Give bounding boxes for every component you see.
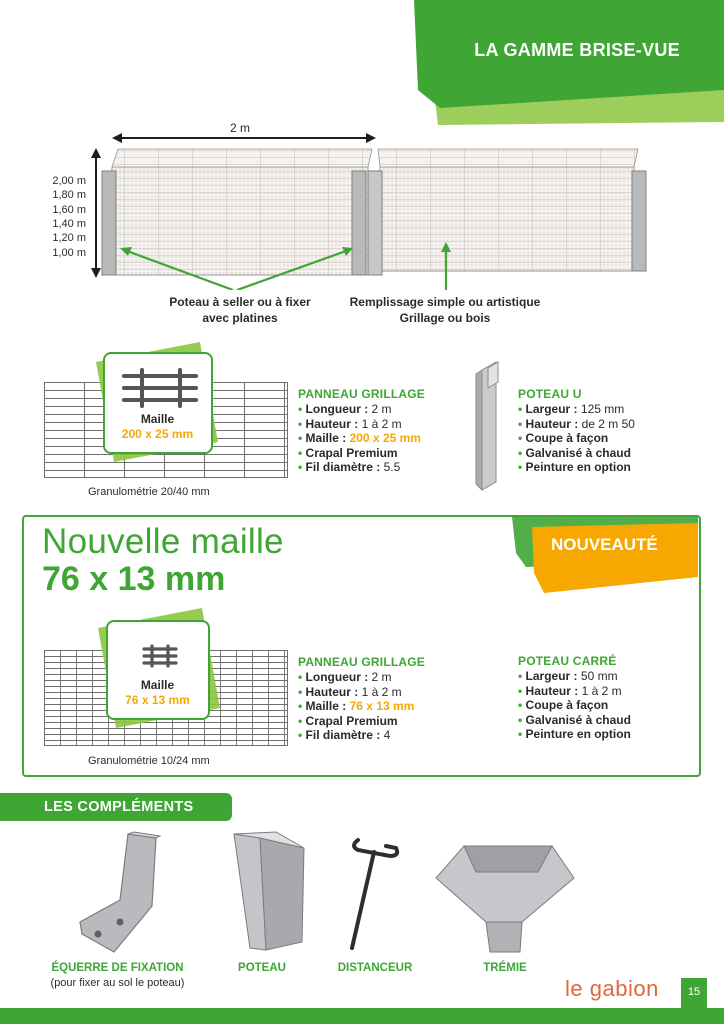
caption-poteau: Poteau à seller ou à fixer avec platines (169, 295, 311, 325)
spec-panneau-grillage: PANNEAU GRILLAGE • Longueur : 2 m • Hauteur : 1 à 2 m • Maille : 76 x 13 mm • Crapal Premium • Fil diamètre : 4 (298, 655, 425, 743)
spec-item: • Hauteur : 1 à 2 m (518, 684, 631, 699)
height-label: 1,00 m (52, 247, 86, 259)
height-label: 1,20 m (52, 232, 86, 244)
caption-remplissage: Remplissage simple ou artistique Grillage ou bois (349, 295, 541, 325)
spec-poteau-u: POTEAU U • Largeur : 125 mm • Hauteur : de 2 m 50 • Coupe à façon • Galvanisé à chaud • Peinture en option (518, 387, 635, 475)
spec-item: • Fil diamètre : 4 (298, 728, 425, 743)
height-label: 1,60 m (52, 204, 86, 216)
nouvelle-maille-title: Nouvelle maille (42, 522, 284, 561)
spec-item: • Largeur : 50 mm (518, 669, 631, 684)
distanceur-image (344, 830, 414, 954)
maille-value: 76 x 13 mm (125, 693, 190, 707)
footer-bar (0, 1008, 724, 1024)
accessory-title: POTEAU (238, 962, 286, 974)
poteau-u-image (474, 360, 504, 494)
maille-card (103, 352, 213, 454)
accessory-title: TRÉMIE (483, 962, 527, 974)
nouvelle-maille-size: 76 x 13 mm (42, 560, 226, 598)
page-number: 15 (687, 986, 701, 998)
accessory-title: ÉQUERRE DE FIXATION (51, 962, 184, 974)
spec-item: • Peinture en option (518, 727, 631, 742)
tremie-image (434, 842, 576, 954)
height-label: 2,00 m (52, 175, 86, 187)
spec-item: • Crapal Premium (298, 446, 425, 461)
maille-label: Maille (140, 412, 175, 426)
granulometrie: Granulométrie 10/24 mm (88, 755, 210, 767)
mesh-icon (118, 368, 202, 408)
brand-logo-text: le gabion (565, 976, 659, 1001)
equerre-image (76, 830, 162, 956)
spec-item: • Maille : 200 x 25 mm (298, 431, 425, 446)
spec-item: • Longueur : 2 m (298, 402, 425, 417)
nouveaute-badge (512, 517, 700, 595)
spec-item: • Galvanisé à chaud (518, 713, 631, 728)
height-label: 1,40 m (52, 218, 86, 230)
spec-item: • Crapal Premium (298, 714, 425, 729)
spec-item: • Largeur : 125 mm (518, 402, 635, 417)
spec-item: • Coupe à façon (518, 698, 631, 713)
spec-item: • Longueur : 2 m (298, 670, 425, 685)
spec-poteau-carre: POTEAU CARRÉ • Largeur : 50 mm • Hauteur : 1 à 2 m • Coupe à façon • Galvanisé à chaud • Peinture en option (518, 654, 631, 742)
spec-item: • Galvanisé à chaud (518, 446, 635, 461)
height-label: 1,80 m (52, 189, 86, 201)
page-title: LA GAMME BRISE-VUE (474, 40, 680, 60)
width-label: 2 m (230, 121, 251, 135)
nouveaute-label: NOUVEAUTÉ (551, 535, 658, 554)
spec-panneau-grillage: PANNEAU GRILLAGE • Longueur : 2 m • Hauteur : 1 à 2 m • Maille : 200 x 25 mm • Crapal Premium • Fil diamètre : 5.5 (298, 387, 425, 475)
fence-diagram (90, 115, 670, 290)
maille-value: 200 x 25 mm (121, 427, 194, 441)
poteau-image (230, 830, 308, 954)
header-banner (0, 0, 724, 130)
accessory-subtitle: (pour fixer au sol le poteau) (50, 977, 185, 989)
accessory-title: DISTANCEUR (337, 962, 413, 974)
granulometrie: Granulométrie 20/40 mm (88, 486, 210, 498)
spec-item: • Coupe à façon (518, 431, 635, 446)
maille-label: Maille (140, 678, 175, 692)
spec-item: • Fil diamètre : 5.5 (298, 460, 425, 475)
spec-item: • Maille : 76 x 13 mm (298, 699, 425, 714)
spec-item: • Hauteur : 1 à 2 m (298, 685, 425, 700)
mesh-icon (140, 644, 180, 668)
maille-card (106, 620, 210, 720)
spec-item: • Hauteur : 1 à 2 m (298, 417, 425, 432)
spec-item: • Peinture en option (518, 460, 635, 475)
spec-item: • Hauteur : de 2 m 50 (518, 417, 635, 432)
complements-title: LES COMPLÉMENTS (44, 799, 194, 815)
